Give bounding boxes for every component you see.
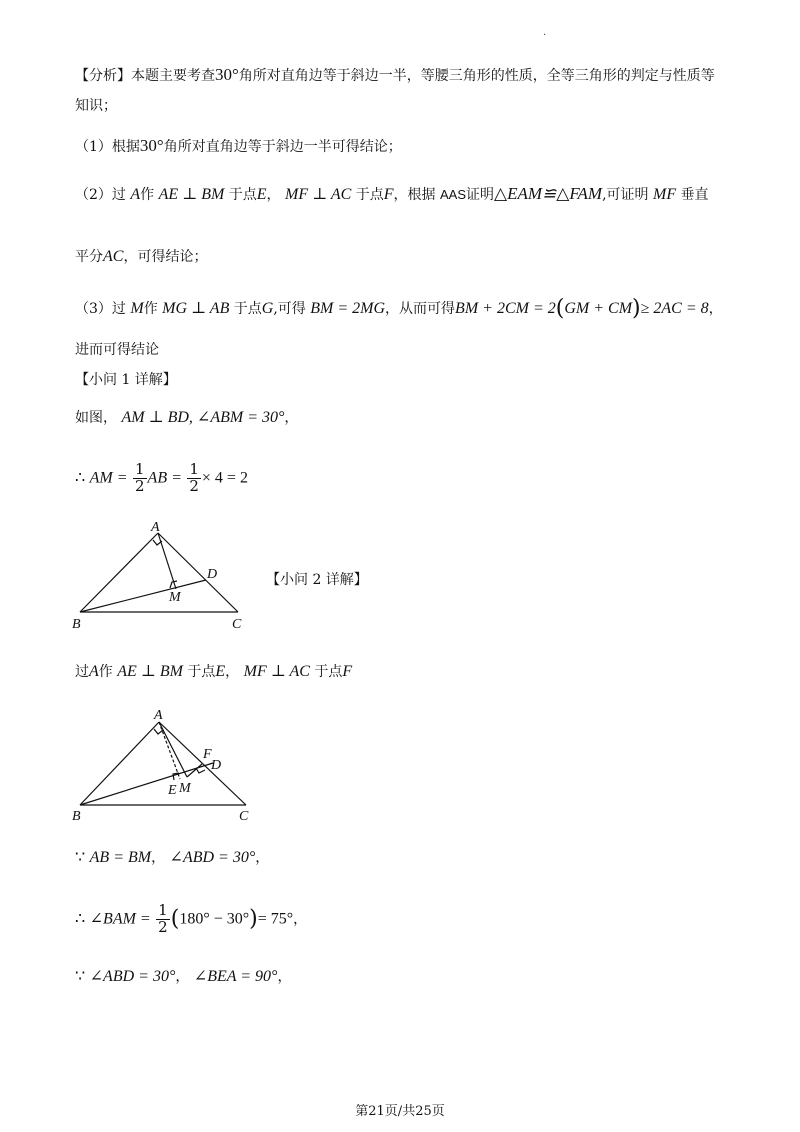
point-e: E xyxy=(256,186,267,203)
part-3-text: （3）过 xyxy=(75,301,126,317)
separator: ， xyxy=(284,410,299,426)
denominator: 2 xyxy=(189,476,199,495)
part-2-text: 垂直 xyxy=(680,187,709,203)
segment-mf: MF xyxy=(652,186,677,203)
denominator: 2 xyxy=(158,917,168,936)
q2-text: 于点 xyxy=(187,664,216,680)
segment-ac: AC xyxy=(103,248,124,265)
separator: ， xyxy=(151,850,166,866)
part-3-text: 进而可得结论 xyxy=(75,342,159,358)
part-2-text: ,可证明 xyxy=(602,187,649,203)
point-f: F xyxy=(342,663,353,680)
label-a: A xyxy=(151,520,160,535)
label-a: A xyxy=(154,708,163,723)
fraction-half xyxy=(156,903,170,936)
q2-because-2 xyxy=(75,968,291,985)
part-2-text: ，可得结论； xyxy=(123,249,208,265)
label-m: M xyxy=(169,590,181,605)
analysis-line-1 xyxy=(75,66,715,83)
separator: ， xyxy=(255,850,270,866)
part-3-text: ,可得 xyxy=(273,301,306,317)
separator: ， xyxy=(175,969,190,985)
part-1-text-2: 角所对直角边等于斜边一半可得结论； xyxy=(163,139,402,155)
math-angle-abd: ∠ABD = 30° xyxy=(169,849,256,866)
math-am-perp-bd: AM ⊥ BD, ∠ABM = 30° xyxy=(121,409,285,426)
page-mark: · xyxy=(543,30,547,41)
page-footer: 第21页/共25页 xyxy=(355,1104,445,1119)
numerator: 1 xyxy=(135,460,145,478)
segment-bd xyxy=(80,580,206,612)
label-b: B xyxy=(72,617,81,632)
separator: ， xyxy=(266,187,281,203)
label-c: C xyxy=(232,617,242,632)
point-a: A xyxy=(89,663,99,680)
label-e: E xyxy=(168,783,177,798)
aas-label: AAS xyxy=(440,187,467,202)
angle-30: 30° xyxy=(139,136,164,155)
part-1-line xyxy=(75,137,402,154)
math-am: AM = xyxy=(89,469,128,487)
right-angle-mark-a xyxy=(154,729,163,734)
math-ab: AB = xyxy=(147,469,182,487)
math-angle-bam: ∠BAM = xyxy=(89,910,151,928)
part-2-text: ，根据 xyxy=(393,187,436,203)
point-f: F xyxy=(383,186,394,203)
math-ae-perp-bm: AE ⊥ BM xyxy=(158,186,225,203)
part-2-text: 证明 xyxy=(466,187,495,203)
because-symbol: ∵ xyxy=(75,847,86,866)
figure-2-triangle xyxy=(60,700,270,830)
q1-line-2 xyxy=(75,462,248,495)
because-symbol: ∵ xyxy=(75,966,86,985)
numerator: 1 xyxy=(189,460,199,478)
numerator: 1 xyxy=(158,901,168,919)
math-angle-bea: ∠BEA = 90° xyxy=(193,968,278,985)
part-3-text: ，从而可得 xyxy=(385,301,456,317)
point-a: A xyxy=(130,186,141,203)
part-2-line-2 xyxy=(75,249,207,265)
math-ab-eq-bm: AB = BM xyxy=(89,849,152,866)
analysis-line-2 xyxy=(75,99,117,113)
separator: ， xyxy=(225,664,240,680)
q1-line-1 xyxy=(75,410,298,426)
math-inequality-b: GM + CM xyxy=(564,300,633,317)
paren-close: ) xyxy=(249,906,258,932)
label-c: C xyxy=(239,809,249,824)
paren-close: ) xyxy=(632,296,641,321)
fraction-half xyxy=(133,462,147,495)
q2-text: 作 xyxy=(98,664,113,680)
figure-1-triangle xyxy=(60,515,260,635)
q2-line-1 xyxy=(75,664,352,680)
part-2-text: （2）过 xyxy=(75,187,126,203)
therefore-symbol: ∴ xyxy=(75,908,86,928)
paren-open: ( xyxy=(555,296,565,321)
q1-heading: 【小问 1 详解】 xyxy=(75,372,177,388)
label-m: M xyxy=(179,781,191,796)
math-ae-perp-bm: AE ⊥ BM xyxy=(117,663,183,680)
math-result: = 75° xyxy=(257,910,294,928)
paren-open: ( xyxy=(170,906,180,932)
math-angle-abd: ∠ABD = 30° xyxy=(89,968,176,985)
point-m: M xyxy=(130,300,144,317)
therefore-symbol: ∴ xyxy=(75,467,86,487)
q2-text: 于点 xyxy=(314,664,343,680)
math-mg-perp-ab: MG ⊥ AB xyxy=(162,300,230,317)
q2-heading: 【小问 2 详解】 xyxy=(266,572,368,588)
analysis-text-3: 知识； xyxy=(75,98,117,114)
math-mf-perp-ac: MF ⊥ AC xyxy=(243,663,310,680)
part-3-text: 作 xyxy=(143,301,158,317)
separator: ， xyxy=(708,301,723,317)
math-inner: 180° − 30° xyxy=(179,910,250,928)
part-2-text: 于点 xyxy=(355,187,384,203)
label-f: F xyxy=(203,747,212,762)
part-1-text: （1）根据 xyxy=(75,139,140,155)
separator: ， xyxy=(293,911,308,928)
angle-30: 30° xyxy=(215,65,239,84)
part-3-line-2 xyxy=(75,343,159,357)
part-2-text: 平分 xyxy=(75,249,103,265)
part-2-text: 于点 xyxy=(228,187,257,203)
segment-ab xyxy=(80,533,158,612)
part-3-text: 于点 xyxy=(233,301,262,317)
math-bm-eq-2mg: BM = 2MG xyxy=(310,300,386,317)
q2-text: 过 xyxy=(75,664,89,680)
q1-text: 如图， xyxy=(75,410,117,426)
part-2-line-1 xyxy=(75,185,709,203)
point-e: E xyxy=(215,663,226,680)
math-result: × 4 = 2 xyxy=(201,469,248,487)
math-mf-perp-ac: MF ⊥ AC xyxy=(285,186,352,203)
part-2-text: 作 xyxy=(140,187,155,203)
q2-therefore xyxy=(75,903,307,936)
label-d: D xyxy=(211,758,222,773)
separator: ， xyxy=(277,969,292,985)
part-3-line-1 xyxy=(75,298,723,320)
math-inequality-c: ≥ 2AC = 8 xyxy=(640,300,709,317)
label-b: B xyxy=(72,809,81,824)
label-d: D xyxy=(207,567,218,582)
math-congruence: △EAM≌△FAM xyxy=(494,184,603,203)
point-g: G xyxy=(261,300,274,317)
q2-because-1 xyxy=(75,849,269,866)
analysis-text-2: 角所对直角边等于斜边一半，等腰三角形的性质，全等三角形的判定与性质等 xyxy=(238,68,715,84)
analysis-text: 【分析】本题主要考查 xyxy=(75,68,215,84)
math-inequality-a: BM + 2CM = 2 xyxy=(455,300,556,317)
denominator: 2 xyxy=(135,476,145,495)
fraction-half xyxy=(187,462,201,495)
